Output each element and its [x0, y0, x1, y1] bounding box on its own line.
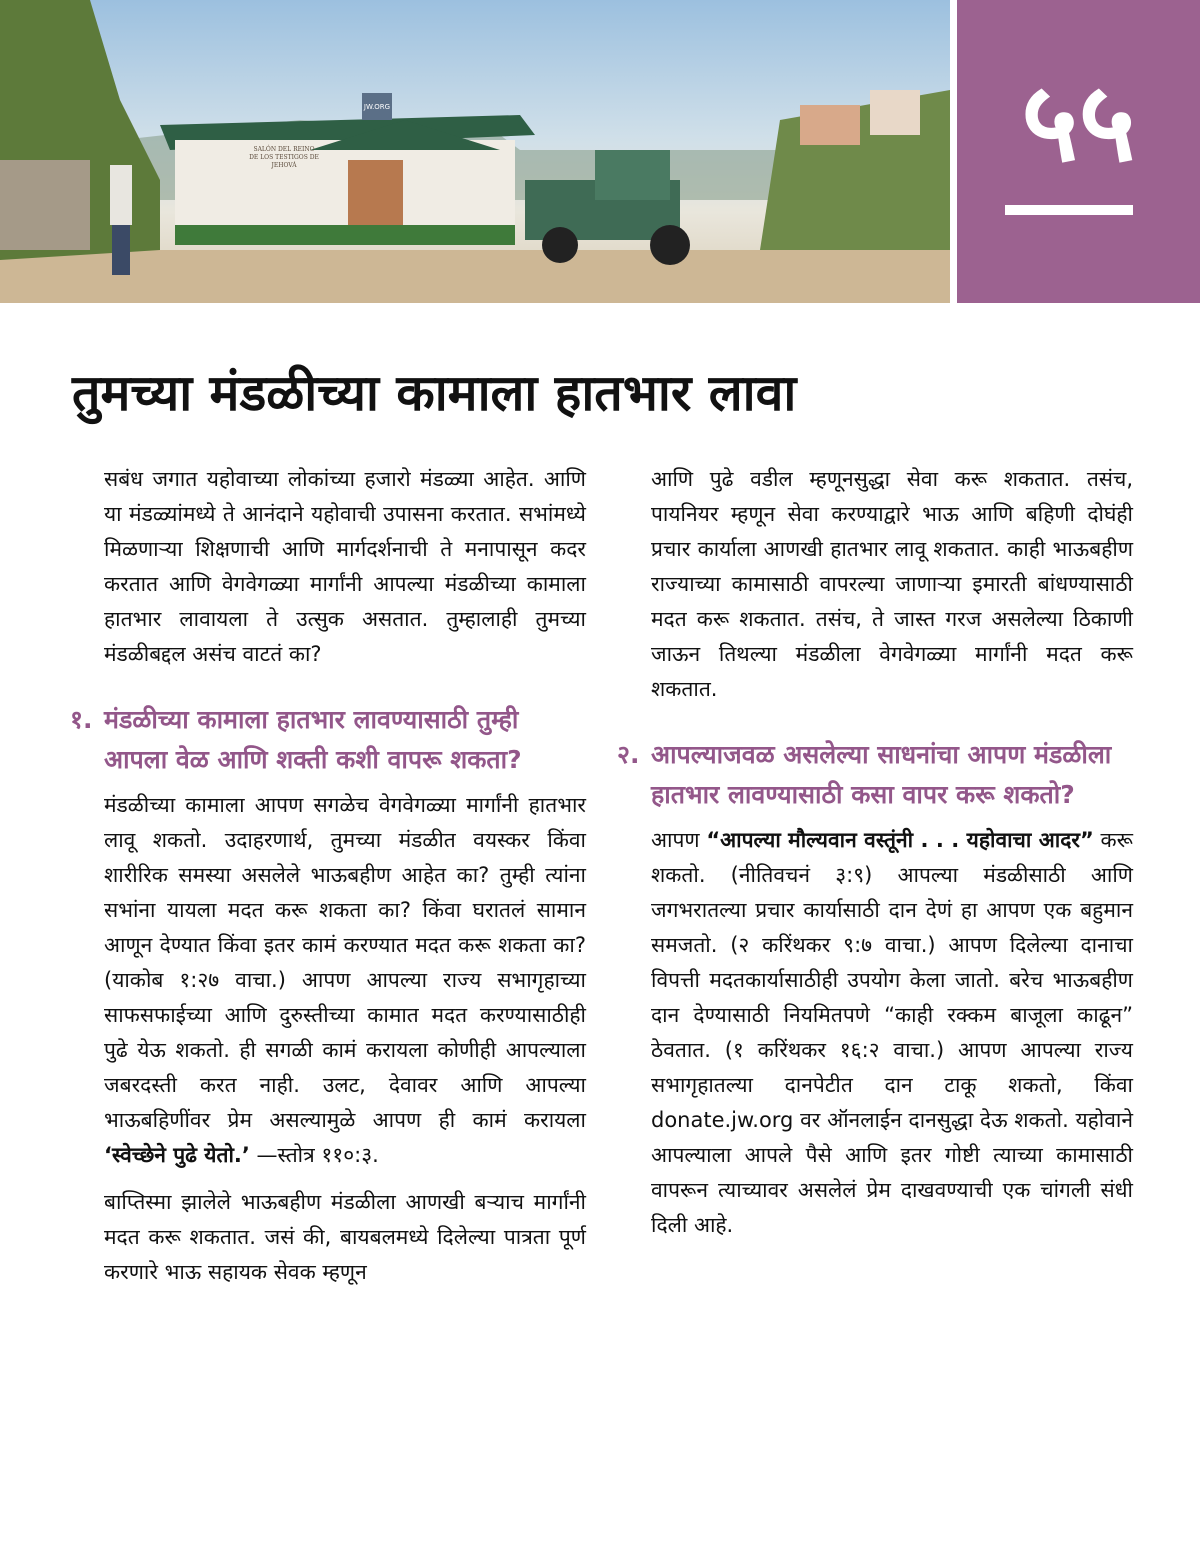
- question-2: [617, 735, 1133, 815]
- scripture-reference: —स्तोत्र ११०:३.: [249, 1143, 379, 1167]
- quote-bold: “आपल्या मौल्यवान वस्तूंनी . . . यहोवाचा आदर”: [706, 828, 1094, 852]
- right-column: [617, 462, 1133, 1255]
- quote-bold: ‘स्वेच्छेने पुढे येतो.’: [104, 1143, 250, 1167]
- question-2-text: आपल्याजवळ असलेल्या साधनांचा आपण मंडळीला हातभार लावण्यासाठी कसा वापर करू शकतो?: [651, 740, 1112, 809]
- lesson-number-panel: [957, 0, 1200, 303]
- intro-paragraph: सबंध जगात यहोवाच्या लोकांच्या हजारो मंडळ्या आहेत. आणि या मंडळ्यांमध्ये ते आनंदाने यहोवाची उपासना करतात. सभांमध्ये मिळणाऱ्या शिक्षणाची आणि मार्गदर्शनाची ते मनापासून कदर करतात आणि वेगवेगळ्या मार्गांनी आपल्या मंडळीच्या कामाला हातभार लावायला ते उत्सुक असतात. तुम्हालाही तुमच्या मंडळीबद्दल असंच वाटतं का?: [104, 467, 586, 666]
- question-1: [70, 700, 586, 780]
- question-1-text: मंडळीच्या कामाला हातभार लावण्यासाठी तुम्ही आपला वेळ आणि शक्ती कशी वापरू शकता?: [104, 705, 522, 774]
- kingdom-hall-photo: [0, 0, 950, 303]
- paragraph-text: करू शकतो. (नीतिवचनं ३:९) आपल्या मंडळीसाठी आणि जगभरातल्या प्रचार कार्यासाठी दान देणं हा आपण एक बहुमान समजतो. (२ करिंथकर ९:७ वाचा.) आपण दिलेल्या दानाचा विपत्ती मदतकार्यासाठीही उपयोग केला जातो. बरेच भाऊबहीण दान देण्यासाठी नियमितपणे “काही रक्कम बाजूला काढून” ठेवतात. (१ करिंथकर १६:२ वाचा.) आपण आपल्या राज्य सभागृहातल्या दानपेटीत दान टाकू शकतो, किंवा donate.jw.org वर ऑनलाईन दानसुद्धा देऊ शकतो. यहोवाने आपल्याला आपले पैसे आणि इतर गोष्टी त्याच्या कामासाठी वापरून त्याच्यावर असलेलं प्रेम दाखवण्याची एक चांगली संधी दिली आहे.: [651, 828, 1133, 1237]
- section-1-paragraph-2: बाप्तिस्मा झालेले भाऊबहीण मंडळीला आणखी बऱ्याच मार्गांनी मदत करू शकतात. जसं की, बायबलमध्ये दिलेल्या पात्रता पूर्ण करणारे भाऊ सहायक सेवक म्हणून: [104, 1190, 586, 1284]
- section-2-paragraph: [651, 823, 1133, 1243]
- lesson-number: ५५: [1021, 58, 1136, 186]
- question-2-number: २.: [617, 740, 640, 769]
- question-1-number: १.: [70, 705, 93, 734]
- lesson-title: तुमच्या मंडळीच्या कामाला हातभार लावा: [72, 364, 797, 422]
- hall-sign: SALÓN DEL REINO DE LOS TESTIGOS DE JEHOVÁ: [249, 146, 319, 169]
- section-1-paragraph-2-continued: आणि पुढे वडील म्हणूनसुद्धा सेवा करू शकतात. तसंच, पायनियर म्हणून सेवा करण्याद्वारे भाऊ आणि बहिणी दोघंही प्रचार कार्याला आणखी हातभार लावू शकतात. काही भाऊबहीण राज्याच्या कामासाठी वापरल्या जाणाऱ्या इमारती बांधण्यासाठी मदत करू शकतात. तसंच, ते जास्त गरज असलेल्या ठिकाणी जाऊन तिथल्या मंडळीला वेगवेगळ्या मार्गांनी मदत करू शकतात.: [651, 467, 1133, 701]
- lesson-number-underline: [1005, 205, 1133, 215]
- section-1-paragraph-1: [104, 788, 586, 1173]
- left-column: [70, 462, 586, 1302]
- paragraph-text: मंडळीच्या कामाला आपण सगळेच वेगवेगळ्या मार्गांनी हातभार लावू शकतो. उदाहरणार्थ, तुमच्या मंडळीत वयस्कर किंवा शारीरिक समस्या असलेले भाऊबहीण आहेत का? तुम्ही त्यांना सभांना यायला मदत करू शकता का? किंवा घरातलं सामान आणून देण्यात किंवा इतर कामं करण्यात मदत करू शकता का? (याकोब १:२७ वाचा.) आपण आपल्या राज्य सभागृहाच्या साफसफाईच्या आणि दुरुस्तीच्या कामात मदत करण्यासाठीही पुढे येऊ शकतो. ही सगळी कामं करायला कोणीही आपल्याला जबरदस्ती करत नाही. उलट, देवावर आणि आपल्या भाऊबहिणींवर प्रेम असल्यामुळे आपण ही कामं करायला: [104, 793, 586, 1132]
- paragraph-start: आपण: [651, 828, 707, 852]
- kingdom-hall-illustration: [0, 0, 950, 303]
- jw-logo: JW.ORG: [363, 103, 391, 111]
